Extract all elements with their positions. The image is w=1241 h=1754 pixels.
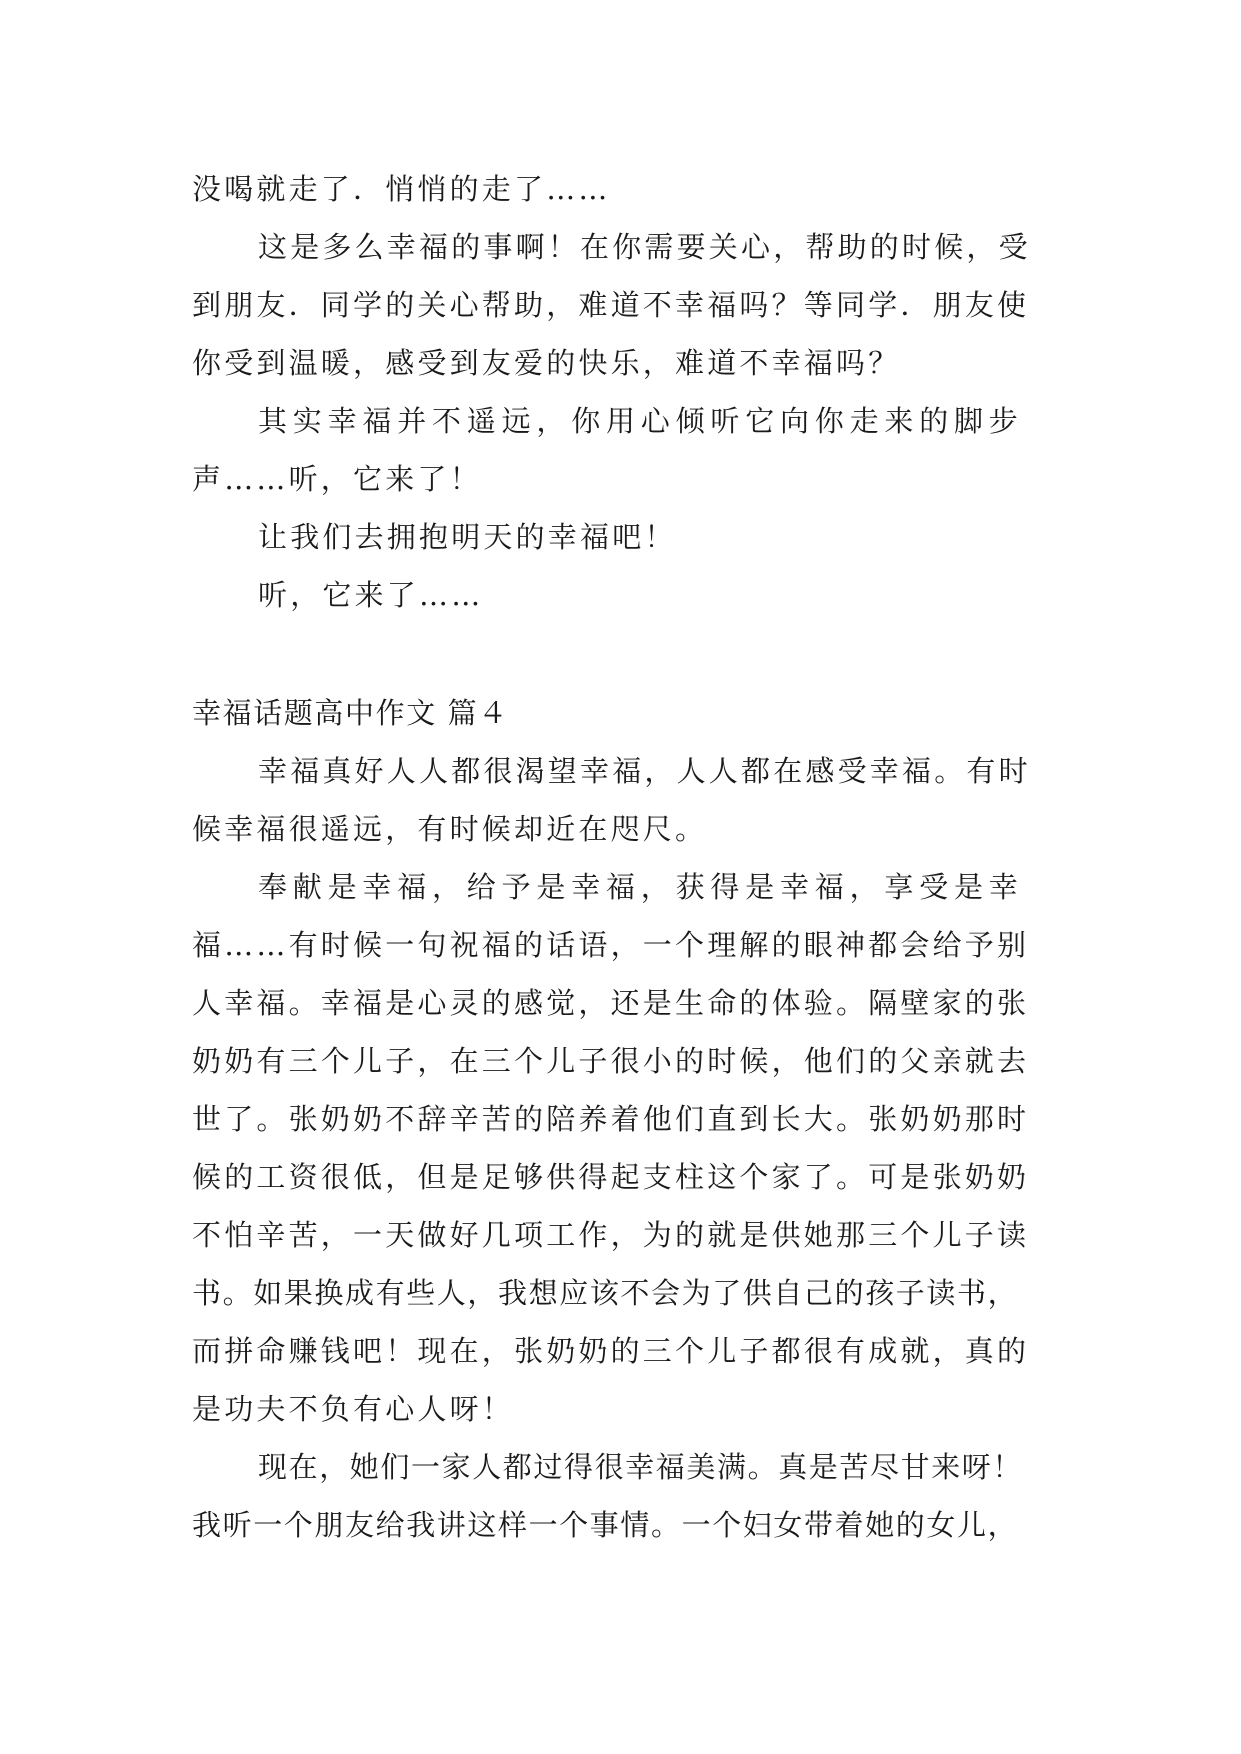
- text-line: 福……有时候一句祝福的话语，一个理解的眼神都会给予别: [192, 928, 1030, 962]
- text-line: 没喝就走了．悄悄的走了……: [192, 172, 611, 206]
- document-page: [192, 160, 1052, 1554]
- text-line: 世了。张奶奶不辞辛苦的陪养着他们直到长大。张奶奶那时: [192, 1102, 1030, 1136]
- section-heading: 幸福话题高中作文 篇４: [192, 696, 509, 730]
- text-line: 这是多么幸福的事啊！在你需要关心，帮助的时候，受: [258, 230, 1031, 264]
- text-line: 人幸福。幸福是心灵的感觉，还是生命的体验。隔壁家的张: [192, 986, 1030, 1020]
- text-line: 幸福真好人人都很渴望幸福，人人都在感受幸福。有时: [258, 754, 1031, 788]
- text-line: 而拼命赚钱吧！现在，张奶奶的三个儿子都很有成就，真的: [192, 1334, 1030, 1368]
- section-gap: [192, 624, 1052, 684]
- text-line: 候的工资很低，但是足够供得起支柱这个家了。可是张奶奶: [192, 1160, 1030, 1194]
- text-line: 奶奶有三个儿子，在三个儿子很小的时候，他们的父亲就去: [192, 1044, 1030, 1078]
- text-line: 听，它来了……: [258, 578, 484, 612]
- text-line: 其实幸福并不遥远，你用心倾听它向你走来的脚步: [258, 404, 1024, 438]
- text-line: 到朋友．同学的关心帮助，难道不幸福吗？等同学．朋友使: [192, 288, 1030, 322]
- text-line: 书。如果换成有些人，我想应该不会为了供自己的孩子读书，: [192, 1276, 1019, 1310]
- text-line: 声……听，它来了！: [192, 462, 482, 496]
- text-line: 你受到温暖，感受到友爱的快乐，难道不幸福吗？: [192, 346, 901, 380]
- text-line: 候幸福很遥远，有时候却近在咫尺。: [192, 812, 708, 846]
- text-line: 是功夫不负有心人呀！: [192, 1392, 515, 1426]
- text-line: 我听一个朋友给我讲这样一个事情。一个妇女带着她的女儿，: [192, 1508, 1019, 1542]
- text-line: 让我们去拥抱明天的幸福吧！: [258, 520, 677, 554]
- text-line: 不怕辛苦，一天做好几项工作，为的就是供她那三个儿子读: [192, 1218, 1030, 1252]
- text-line: 奉献是幸福，给予是幸福，获得是幸福，享受是幸: [258, 870, 1024, 904]
- text-line: 现在，她们一家人都过得很幸福美满。真是苦尽甘来呀！: [258, 1450, 1024, 1484]
